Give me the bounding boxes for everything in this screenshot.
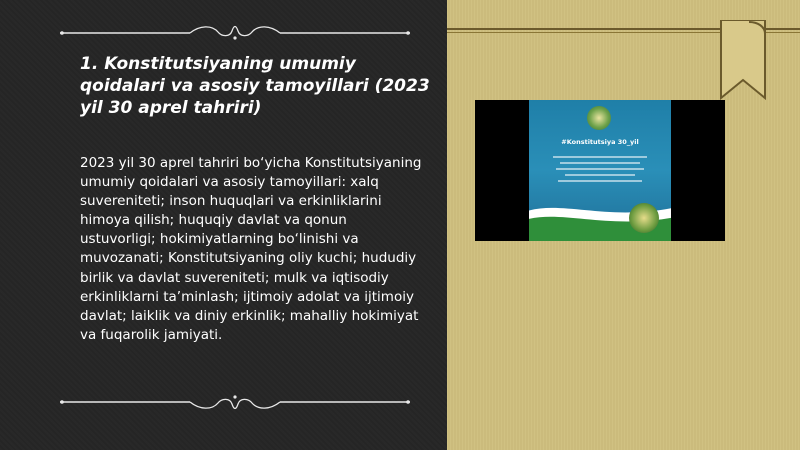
emblem-icon bbox=[587, 106, 611, 130]
poster-text-line bbox=[556, 168, 644, 170]
slide-body: 2023 yil 30 aprel tahriri bo‘yicha Konstitutsiyaning umumiy qoidalari va asosiy tamoyillari: xalq suvereniteti; inson huquqlari va erkinliklarini himoya qilish; huquqiy davlat va qonun ustuvorligi; hokimiyatlarning bo‘linishi va muvozanati; Konstitutsiyaning oliy kuchi; hududiy birlik va davlat suvereniteti; mulk va iqtisodiy erkinliklarni ta’minlash; ijtimoiy adolat va ijtimoiy davlat; laiklik va diniy erkinlik; mahalliy hokimiyat va fuqarolik jamiyati. bbox=[80, 155, 422, 343]
poster-text-line bbox=[560, 162, 640, 164]
slide-title: 1. Konstitutsiyaning umumiy qoidalari va asosiy tamoyillari (2023 yil 30 aprel tahriri) bbox=[80, 54, 430, 118]
poster-text-line bbox=[565, 174, 635, 176]
video-poster bbox=[529, 100, 671, 241]
poster-text-line bbox=[553, 156, 647, 158]
bookmark-ribbon-icon bbox=[719, 20, 767, 100]
ornament-divider-top bbox=[60, 23, 410, 43]
state-seal-icon bbox=[629, 203, 659, 233]
ornament-divider-bottom bbox=[60, 392, 410, 412]
poster-hashtag: #Konstitutsiya 30_yil bbox=[561, 138, 639, 146]
embedded-video[interactable] bbox=[475, 100, 725, 241]
poster-text-line bbox=[558, 180, 642, 182]
